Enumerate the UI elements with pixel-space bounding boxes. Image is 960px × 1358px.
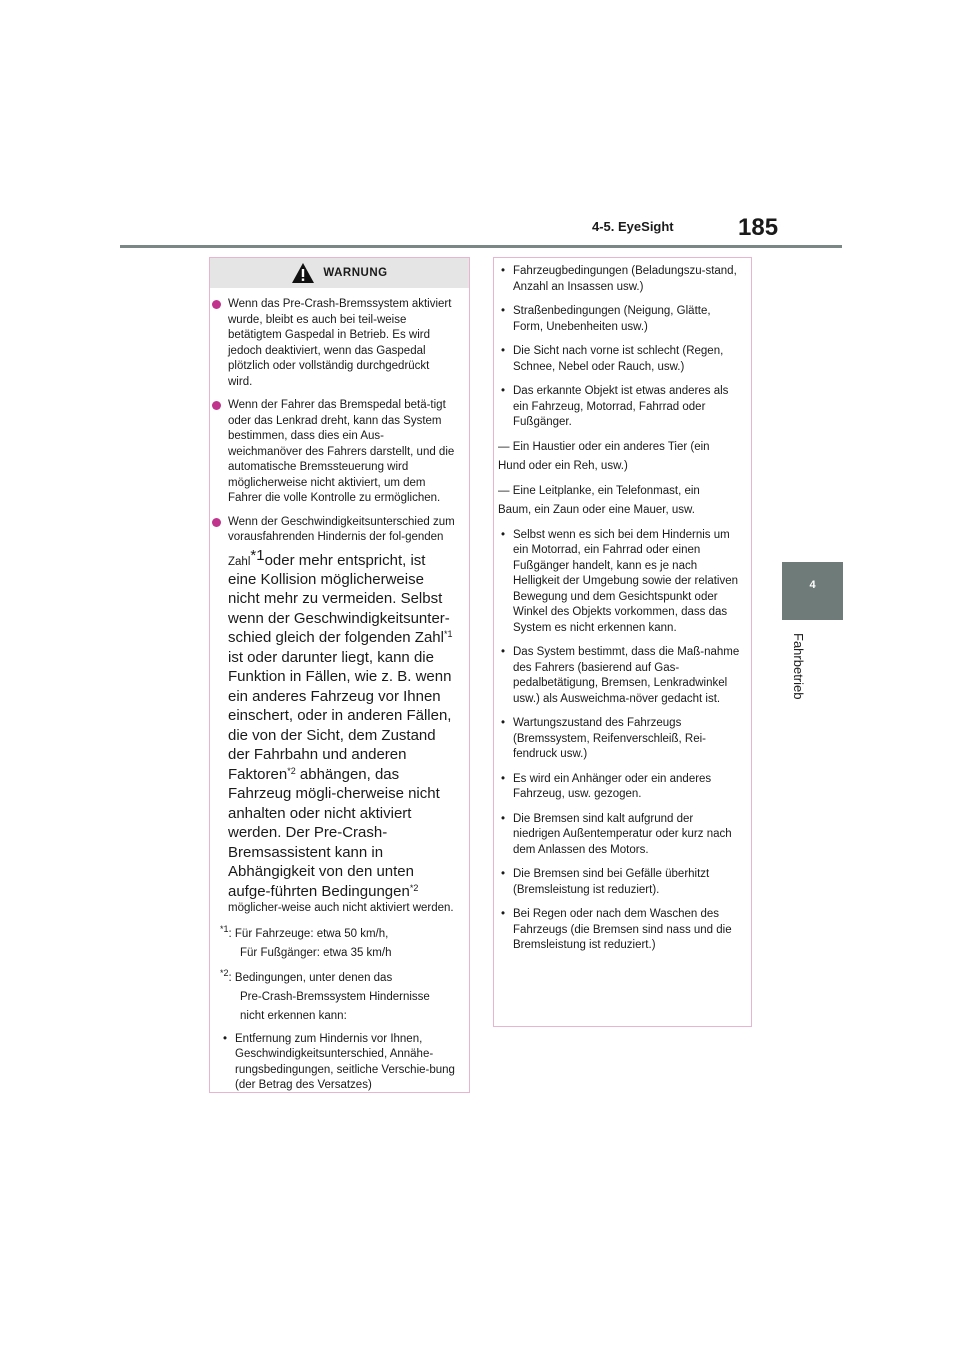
list-item: • Fahrzeugbedingungen (Beladungszu-stand, Anzahl an Insassen usw.)	[498, 264, 741, 295]
list-item: • Die Bremsen sind bei Gefälle überhitzt (Bremsleistung ist reduziert).	[498, 867, 741, 898]
list-item: • Entfernung zum Hindernis vor Ihnen, Geschwindigkeitsunterschied, Annähe-rungsbedingungen, seitliche Verschie-bung (der Betrag des Versatzes)	[220, 1032, 456, 1094]
header-divider	[120, 245, 842, 248]
list-item: • Das erkannte Objekt ist etwas anderes als ein Fahrzeug, Motorrad, Fahrrad oder Fußgänger.	[498, 384, 741, 431]
list-item: • Die Bremsen sind kalt aufgrund der niedrigen Außentemperatur oder kurz nach dem Anlassen des Motors.	[498, 812, 741, 859]
bullet-dot-icon	[212, 401, 221, 410]
warning-paragraph: Wenn das Pre-Crash-Bremssystem aktiviert wurde, bleibt es auch bei teil-weise betätigtem Gaspedal in Betrieb. Es wird jedoch deaktiviert, wenn das Gaspedal plötzlich oder vollständig durchgedrückt wird.	[220, 297, 456, 390]
page-number: 185	[738, 214, 779, 241]
condition-list	[220, 1032, 456, 1094]
warning-paragraph: Wenn der Fahrer das Bremspedal betä-tigt oder das Lenkrad dreht, kann das System bestimmen, dass dies ein Aus-weichmanöver des Fahrers darstellt, und die automatische Bremssteuerung wird möglicherweise nicht aktiviert, um dem Fahrer die volle Kontrolle zu ermöglichen.	[220, 398, 456, 507]
list-item: • Die Sicht nach vorne ist schlecht (Regen, Schnee, Nebel oder Rauch, usw.)	[498, 344, 741, 375]
bullet-dot-icon	[212, 300, 221, 309]
footnote-ref: *2	[287, 766, 296, 776]
list-item: • Straßenbedingungen (Neigung, Glätte, Form, Unebenheiten usw.)	[498, 304, 741, 335]
conditions-box	[493, 257, 752, 1027]
footnote-2: $^{*2}$: Bedingungen, unter denen das Pre-Crash-Bremssystem Hindernisse nicht erkennen kann:	[220, 968, 430, 1022]
warning-triangle-icon	[291, 262, 315, 284]
warning-box	[209, 257, 470, 1093]
warning-header	[210, 258, 469, 288]
footnote-ref: *2	[409, 883, 419, 893]
list-item: • Wartungszustand des Fahrzeugs (Bremssystem, Reifenverschleiß, Rei-fendruck usw.)	[498, 716, 741, 763]
chapter-tab[interactable]	[782, 562, 843, 620]
list-item: • Das System bestimmt, dass die Maß-nahme des Fahrers (basierend auf Gas-pedalbetätigung, Bremsen, Lenkradwinkel usw.) als Ausweichma-növer gedacht ist.	[498, 645, 741, 707]
condition-list	[498, 264, 741, 431]
dash-item: — Eine Leitplanke, ein Telefonmast, ein Baum, ein Zaun oder eine Mauer, usw.	[498, 484, 700, 516]
footnote-ref: *1	[250, 546, 265, 564]
list-item: • Bei Regen oder nach dem Waschen des Fahrzeugs (die Bremsen sind nass und die Bremsleistung ist reduziert.)	[498, 907, 741, 954]
footnote-ref: *1	[443, 629, 453, 640]
list-item: • Es wird ein Anhänger oder ein anderes Fahrzeug, usw. gezogen.	[498, 772, 741, 803]
condition-list	[498, 528, 741, 954]
dash-item: — Ein Haustier oder ein anderes Tier (ein Hund oder ein Reh, usw.)	[498, 440, 710, 472]
list-item: • Selbst wenn es sich bei dem Hindernis um ein Motorrad, ein Fahrrad oder einen Fußgänger handelt, kann es je nach Helligkeit der Umgebung sowie der relativen Bewegung und dem Gesichtspunkt oder Winkel des Objekts vorkommen, dass das System es nicht erkennen kann.	[498, 528, 741, 637]
chapter-number: 4	[809, 579, 816, 591]
bullet-dot-icon	[212, 518, 221, 527]
warning-paragraph: Wenn der Geschwindigkeitsunterschied zum vorausfahrenden Hindernis der fol-genden Zahl$^{*1}$oder mehr entspricht, ist eine Kollision möglicherweise nicht mehr zu vermeiden. Selbst wenn der Geschwindigkeitsunter-schied gleich der folgenden Zahl$^{*1}$ ist oder darunter liegt, kann die Funktion in Fällen, wie z. B. wenn ein anderes Fahrzeug vor Ihnen einschert, oder in anderen Fällen, die von der Sicht, dem Zustand der Fahrbahn und anderen Faktoren$^{*2}$ abhängen, das Fahrzeug mögli-cherweise nicht anhalten oder nicht aktiviert werden. Der Pre-Crash-Bremsassistent kann in Abhängigkeit von den unten aufge-führten Bedingungen$^{*2}$ möglicher-weise auch nicht aktiviert werden.	[220, 515, 456, 917]
footnote-1: $^{*1}$: Für Fahrzeuge: etwa 50 km/h, Für Fußgänger: etwa 35 km/h	[220, 924, 392, 959]
section-title: 4-5. EyeSight	[592, 219, 674, 234]
warning-title: WARNUNG	[323, 267, 388, 279]
chapter-label: Fahrbetrieb	[791, 633, 806, 700]
